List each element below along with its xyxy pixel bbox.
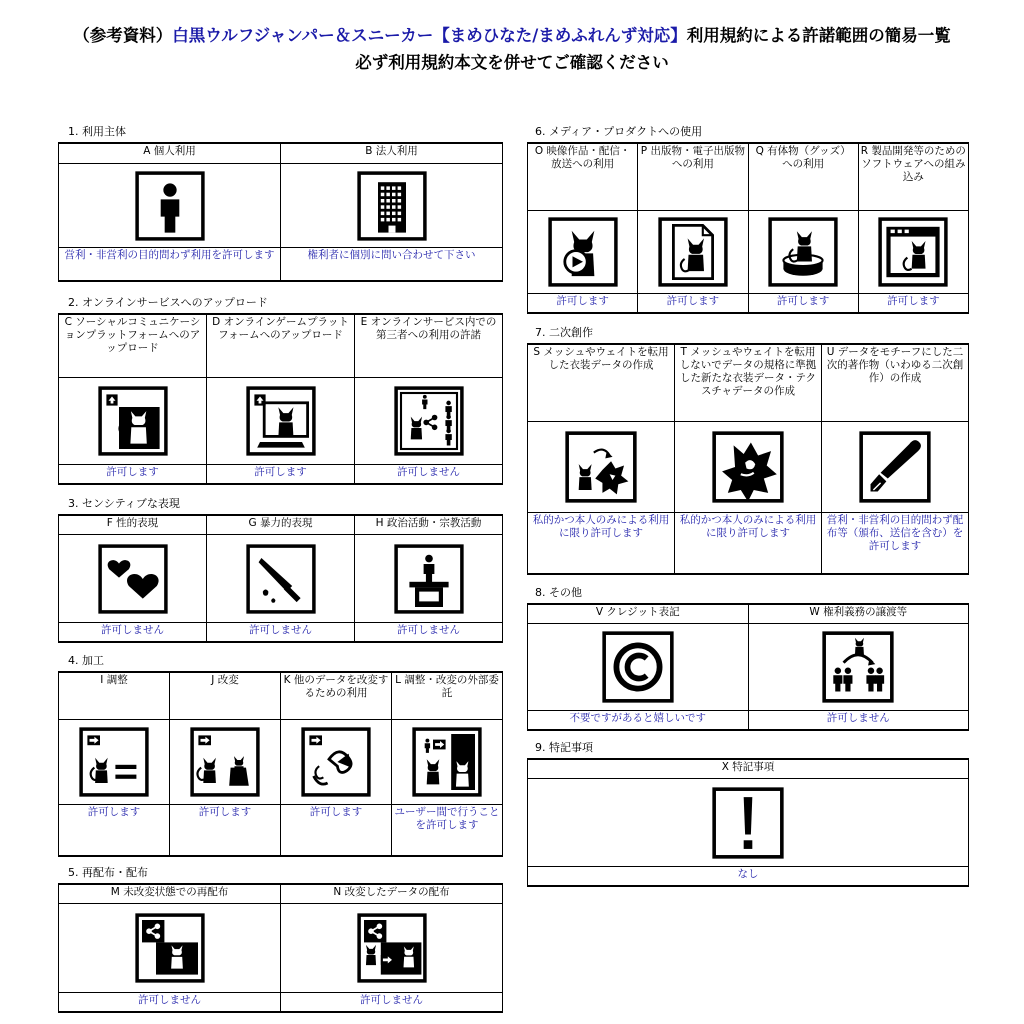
icon-wrap <box>59 904 280 992</box>
icon-wrap <box>528 422 674 512</box>
item-header: R 製品開発等のためのソフトウェアへの組み込み <box>858 143 968 211</box>
item-icon-cell <box>638 211 748 294</box>
icon-wrap <box>675 422 821 512</box>
section-label: 9. 特記事項 <box>535 741 593 754</box>
header-row <box>528 759 969 779</box>
icon-row <box>59 904 503 993</box>
section-table <box>527 142 969 314</box>
item-result: 許可します <box>528 294 638 314</box>
icon-row <box>59 164 503 248</box>
item-result: 許可します <box>207 465 355 485</box>
section-table <box>58 514 503 643</box>
icon-wrap <box>355 378 502 464</box>
result-row <box>59 248 503 282</box>
permission-table <box>58 883 503 1013</box>
item-header: J 改変 <box>170 672 281 720</box>
item-header: K 他のデータを改変するための利用 <box>281 672 392 720</box>
result-row <box>528 867 969 887</box>
section-label: 8. その他 <box>535 586 582 599</box>
item-icon-cell <box>675 422 822 513</box>
icon-wrap <box>528 211 637 293</box>
item-result: 営利・非営利の目的問わず配布等（頒布、送信を含む）を許可します <box>822 513 969 575</box>
item-result: 許可します <box>638 294 748 314</box>
icon-wrap <box>281 904 502 992</box>
icon-row <box>528 779 969 867</box>
icon-wrap <box>59 164 280 247</box>
item-result: なし <box>528 867 969 887</box>
software-icon <box>878 217 948 287</box>
title-suffix: 利用規約による許諾範囲の簡易一覧 <box>686 26 951 45</box>
item-header: P 出版物・電子出版物への利用 <box>638 143 748 211</box>
knife-icon <box>246 544 316 614</box>
item-icon-cell <box>281 720 392 805</box>
item-result: 許可しません <box>355 465 503 485</box>
title-product: 白黒ウルフジャンパー＆スニーカー【まめひなた/まめふれんず対応】 <box>172 26 687 45</box>
permission-table <box>527 142 969 314</box>
item-result: 許可しません <box>355 623 503 643</box>
building-icon <box>357 171 427 241</box>
item-icon-cell <box>528 211 638 294</box>
item-icon-cell <box>207 535 355 623</box>
section-table <box>527 758 969 887</box>
item-header: I 調整 <box>59 672 170 720</box>
item-result: 不要ですがあると嬉しいです <box>528 711 749 731</box>
item-header: A 個人利用 <box>59 143 281 164</box>
section-table <box>58 142 503 282</box>
item-result: 許可しません <box>59 623 207 643</box>
item-result: 営利・非営利の目的問わず利用を許可します <box>59 248 281 282</box>
permission-table <box>527 758 969 887</box>
item-result: 私的かつ本人のみによる利用に限り許可します <box>528 513 675 575</box>
section-label: 3. センシティブな表現 <box>68 497 180 510</box>
podium-icon <box>394 544 464 614</box>
section-label: 2. オンラインサービスへのアップロード <box>68 296 268 309</box>
item-icon-cell <box>170 720 281 805</box>
adjust-icon <box>79 727 149 797</box>
item-icon-cell <box>748 211 858 294</box>
icon-wrap <box>170 720 280 804</box>
permission-table <box>58 514 503 643</box>
icon-wrap <box>281 720 391 804</box>
result-row <box>59 993 503 1013</box>
icon-wrap <box>207 378 354 464</box>
header-row <box>528 604 969 624</box>
transfer-icon <box>822 631 894 703</box>
section-label: 4. 加工 <box>68 654 104 667</box>
item-icon-cell <box>281 164 503 248</box>
item-icon-cell <box>528 422 675 513</box>
item-result: 許可します <box>748 294 858 314</box>
distribute-modified-icon <box>357 913 427 983</box>
item-result: 許可しません <box>748 711 969 731</box>
item-header: Q 有体物（グッズ）への利用 <box>748 143 858 211</box>
header-row <box>528 344 969 422</box>
page-title <box>40 22 984 76</box>
icon-row <box>59 535 503 623</box>
item-header: G 暴力的表現 <box>207 515 355 535</box>
pen-icon <box>859 431 931 503</box>
item-icon-cell <box>355 535 503 623</box>
item-header: X 特記事項 <box>528 759 969 779</box>
copyright-icon <box>602 631 674 703</box>
item-header: N 改変したデータの配布 <box>281 884 503 904</box>
item-icon-cell <box>59 164 281 248</box>
section-label: 1. 利用主体 <box>68 125 126 138</box>
permission-table <box>527 603 969 731</box>
item-result: 許可しません <box>281 993 503 1013</box>
icon-wrap <box>207 535 354 622</box>
item-header: E オンラインサービス内での第三者への利用の許諾 <box>355 314 503 378</box>
icon-wrap <box>355 535 502 622</box>
item-header: C ソーシャルコミュニケーションプラットフォームへのアップロード <box>59 314 207 378</box>
item-icon-cell <box>858 211 968 294</box>
result-row <box>528 294 969 314</box>
section-label: 5. 再配布・配布 <box>68 866 148 879</box>
hearts-icon <box>98 544 168 614</box>
goods-icon <box>768 217 838 287</box>
item-header: D オンラインゲームプラットフォームへのアップロード <box>207 314 355 378</box>
result-row <box>59 805 503 857</box>
publication-icon <box>658 217 728 287</box>
item-icon-cell <box>59 720 170 805</box>
item-icon-cell <box>528 624 749 711</box>
icon-row <box>528 211 969 294</box>
item-header: V クレジット表記 <box>528 604 749 624</box>
section-table <box>527 343 969 575</box>
item-icon-cell <box>207 378 355 465</box>
result-row <box>528 513 969 575</box>
item-result: 許可します <box>858 294 968 314</box>
section-label: 6. メディア・プロダクトへの使用 <box>535 125 703 138</box>
item-header: U データをモチーフにした二次的著作物（いわゆる二次創作）の作成 <box>822 344 969 422</box>
upload-game-icon <box>246 386 316 456</box>
item-result: ユーザー間で行うことを許可します <box>392 805 503 857</box>
permission-table <box>527 343 969 575</box>
result-row <box>528 711 969 731</box>
redistribute-icon <box>135 913 205 983</box>
item-header: M 未改変状態での再配布 <box>59 884 281 904</box>
icon-wrap <box>528 779 968 866</box>
permission-table <box>58 671 503 857</box>
section-table <box>58 883 503 1013</box>
icon-row <box>59 378 503 465</box>
item-header: H 政治活動・宗教活動 <box>355 515 503 535</box>
use-for-other-icon <box>301 727 371 797</box>
title-line-1 <box>40 22 984 49</box>
exclamation-icon <box>712 787 784 859</box>
section-table <box>58 313 503 485</box>
header-row <box>59 314 503 378</box>
item-result: 許可します <box>281 805 392 857</box>
permission-table <box>58 142 503 282</box>
header-row <box>59 515 503 535</box>
icon-row <box>528 422 969 513</box>
item-header: T メッシュやウェイトを転用しないでデータの規格に準拠した新たな衣装データ・テクスチャデータの作成 <box>675 344 822 422</box>
section-table <box>58 671 503 857</box>
result-row <box>59 465 503 485</box>
result-row <box>59 623 503 643</box>
icon-wrap <box>528 624 748 710</box>
item-header: W 権利義務の譲渡等 <box>748 604 969 624</box>
item-result: 権利者に個別に問い合わせて下さい <box>281 248 503 282</box>
icon-wrap <box>281 164 502 247</box>
share-third-party-icon <box>394 386 464 456</box>
item-result: 許可しません <box>59 993 281 1013</box>
item-icon-cell <box>59 535 207 623</box>
section-table <box>527 603 969 731</box>
convert-mesh-icon <box>565 431 637 503</box>
person-icon <box>135 171 205 241</box>
section-label: 7. 二次創作 <box>535 326 593 339</box>
title-line-2: 必ず利用規約本文を併せてご確認ください <box>355 53 669 72</box>
icon-wrap <box>859 211 968 293</box>
item-header: L 調整・改変の外部委託 <box>392 672 503 720</box>
icon-wrap <box>638 211 747 293</box>
item-icon-cell <box>355 378 503 465</box>
icon-wrap <box>59 535 206 622</box>
video-icon <box>548 217 618 287</box>
item-result: 許可しません <box>207 623 355 643</box>
header-row <box>59 884 503 904</box>
item-header: B 法人利用 <box>281 143 503 164</box>
header-row <box>528 143 969 211</box>
item-icon-cell <box>59 378 207 465</box>
item-icon-cell <box>281 904 503 993</box>
icon-wrap <box>392 720 502 804</box>
item-result: 私的かつ本人のみによる利用に限り許可します <box>675 513 822 575</box>
icon-wrap <box>822 422 968 512</box>
item-result: 許可します <box>170 805 281 857</box>
new-data-icon <box>712 431 784 503</box>
icon-row <box>528 624 969 711</box>
outsource-icon <box>412 727 482 797</box>
item-header: F 性的表現 <box>59 515 207 535</box>
modify-icon <box>190 727 260 797</box>
icon-wrap <box>749 211 858 293</box>
header-row <box>59 143 503 164</box>
item-icon-cell <box>59 904 281 993</box>
item-icon-cell <box>528 779 969 867</box>
icon-wrap <box>59 720 169 804</box>
header-row <box>59 672 503 720</box>
item-icon-cell <box>392 720 503 805</box>
item-header: O 映像作品・配信・放送への利用 <box>528 143 638 211</box>
item-result: 許可します <box>59 805 170 857</box>
item-result: 許可します <box>59 465 207 485</box>
icon-row <box>59 720 503 805</box>
item-header: S メッシュやウェイトを転用した衣装データの作成 <box>528 344 675 422</box>
item-icon-cell <box>822 422 969 513</box>
title-prefix: （参考資料） <box>73 26 173 45</box>
upload-social-icon <box>98 386 168 456</box>
icon-wrap <box>749 624 969 710</box>
item-icon-cell <box>748 624 969 711</box>
icon-wrap <box>59 378 206 464</box>
permission-table <box>58 313 503 485</box>
